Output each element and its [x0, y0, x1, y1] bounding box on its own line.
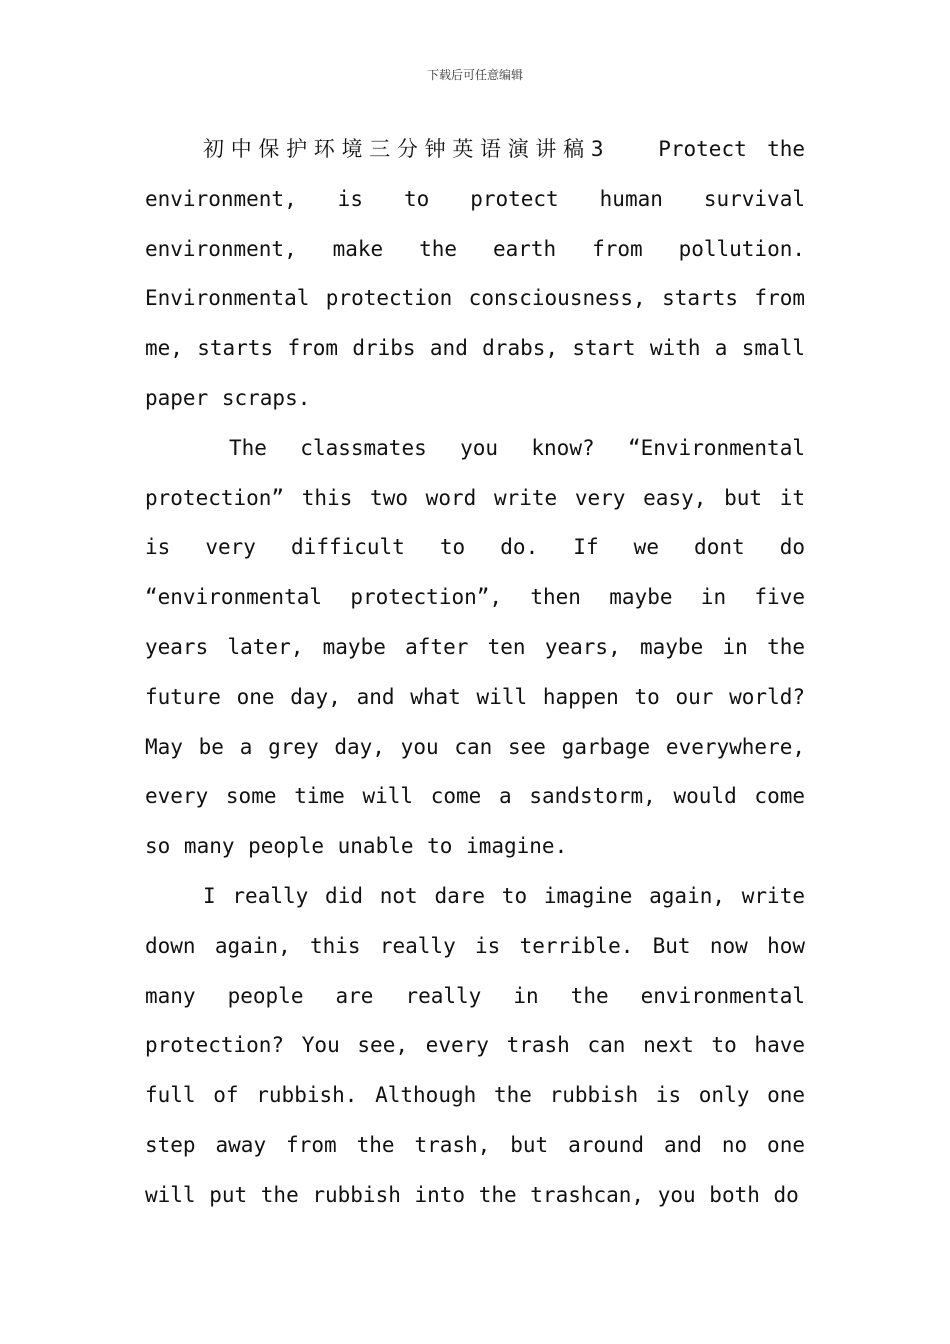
paragraph-2: The classmates you know? “Environmental protection” this two word write very easy, but it is very difficult to do. If we dont do “environmental protection”, then maybe in five years later, maybe after ten years, maybe in the future one day, and what will happen to our world? May be a grey day, you can see garbage everywhere, every some time will come a sandstorm, would come so many people unable to imagine. — [145, 435, 819, 859]
document-body — [145, 125, 819, 1221]
paragraph-3: I really did not dare to imagine again, write down again, this really is terrible. But now how many people are really in the environmental protection? You see, every trash can next to have full of rubbish. Although the rubbish is only one step away from the trash, but around and no one will put the rubbish into the trashcan, you both do — [145, 883, 819, 1207]
paragraph-1: 初中保护环境三分钟英语演讲稿3 Protect the environment, is to protect human survival environment, make the earth from pollution. Environmental protection consciousness, starts from me, starts from dribs and drabs, start with a small paper scraps. — [145, 137, 819, 410]
header-note: 下载后可任意编辑 — [426, 68, 523, 82]
